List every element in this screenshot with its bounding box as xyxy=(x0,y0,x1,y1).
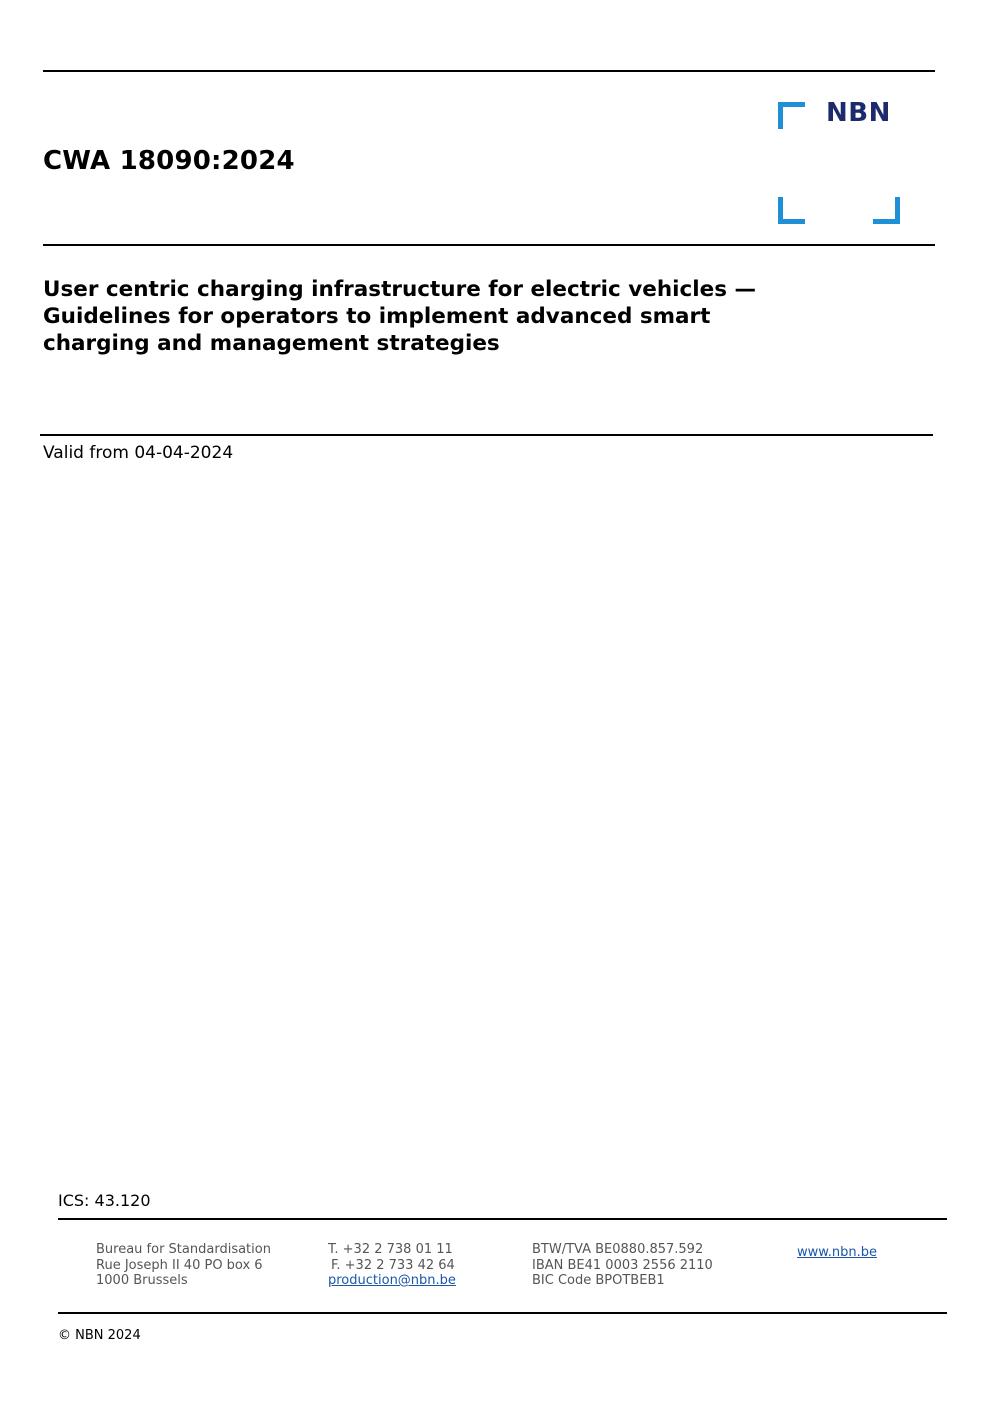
top-rule xyxy=(43,70,935,72)
footer-bank xyxy=(532,1242,713,1289)
document-title xyxy=(43,276,843,357)
logo-text: NBN xyxy=(826,98,891,128)
header-rule xyxy=(43,244,935,246)
document-code: CWA 18090:2024 xyxy=(43,146,295,176)
footer-address xyxy=(96,1242,271,1289)
ics-code: ICS: 43.120 xyxy=(58,1191,151,1210)
title-rule xyxy=(40,434,933,436)
address-line: Bureau for Standardisation xyxy=(96,1242,271,1257)
title-line: Guidelines for operators to implement advanced smart xyxy=(43,304,711,329)
copyright: © NBN 2024 xyxy=(58,1328,141,1343)
address-line: 1000 Brussels xyxy=(96,1273,188,1288)
valid-from: Valid from 04-04-2024 xyxy=(43,443,234,463)
email-link[interactable]: production@nbn.be xyxy=(328,1273,456,1288)
website-link[interactable]: www.nbn.be xyxy=(797,1245,877,1260)
iban: IBAN BE41 0003 2556 2110 xyxy=(532,1257,713,1273)
logo-corner-bottom-right xyxy=(873,197,900,224)
footer-contact xyxy=(328,1242,456,1289)
vat-number: BTW/TVA BE0880.857.592 xyxy=(532,1242,704,1257)
title-line: User centric charging infrastructure for electric vehicles — xyxy=(43,277,756,302)
footer-web xyxy=(797,1245,877,1261)
fax: F. +32 2 733 42 64 xyxy=(331,1257,455,1273)
footer-top-rule xyxy=(58,1218,947,1220)
logo-corner-bottom-left xyxy=(778,197,805,224)
logo-corner-top-left xyxy=(778,102,805,129)
footer-bottom-rule xyxy=(58,1312,947,1314)
title-line: charging and management strategies xyxy=(43,331,500,356)
address-line: Rue Joseph II 40 PO box 6 xyxy=(96,1257,263,1273)
phone: T. +32 2 738 01 11 xyxy=(328,1242,453,1257)
bic: BIC Code BPOTBEB1 xyxy=(532,1273,665,1288)
nbn-logo xyxy=(776,98,902,224)
